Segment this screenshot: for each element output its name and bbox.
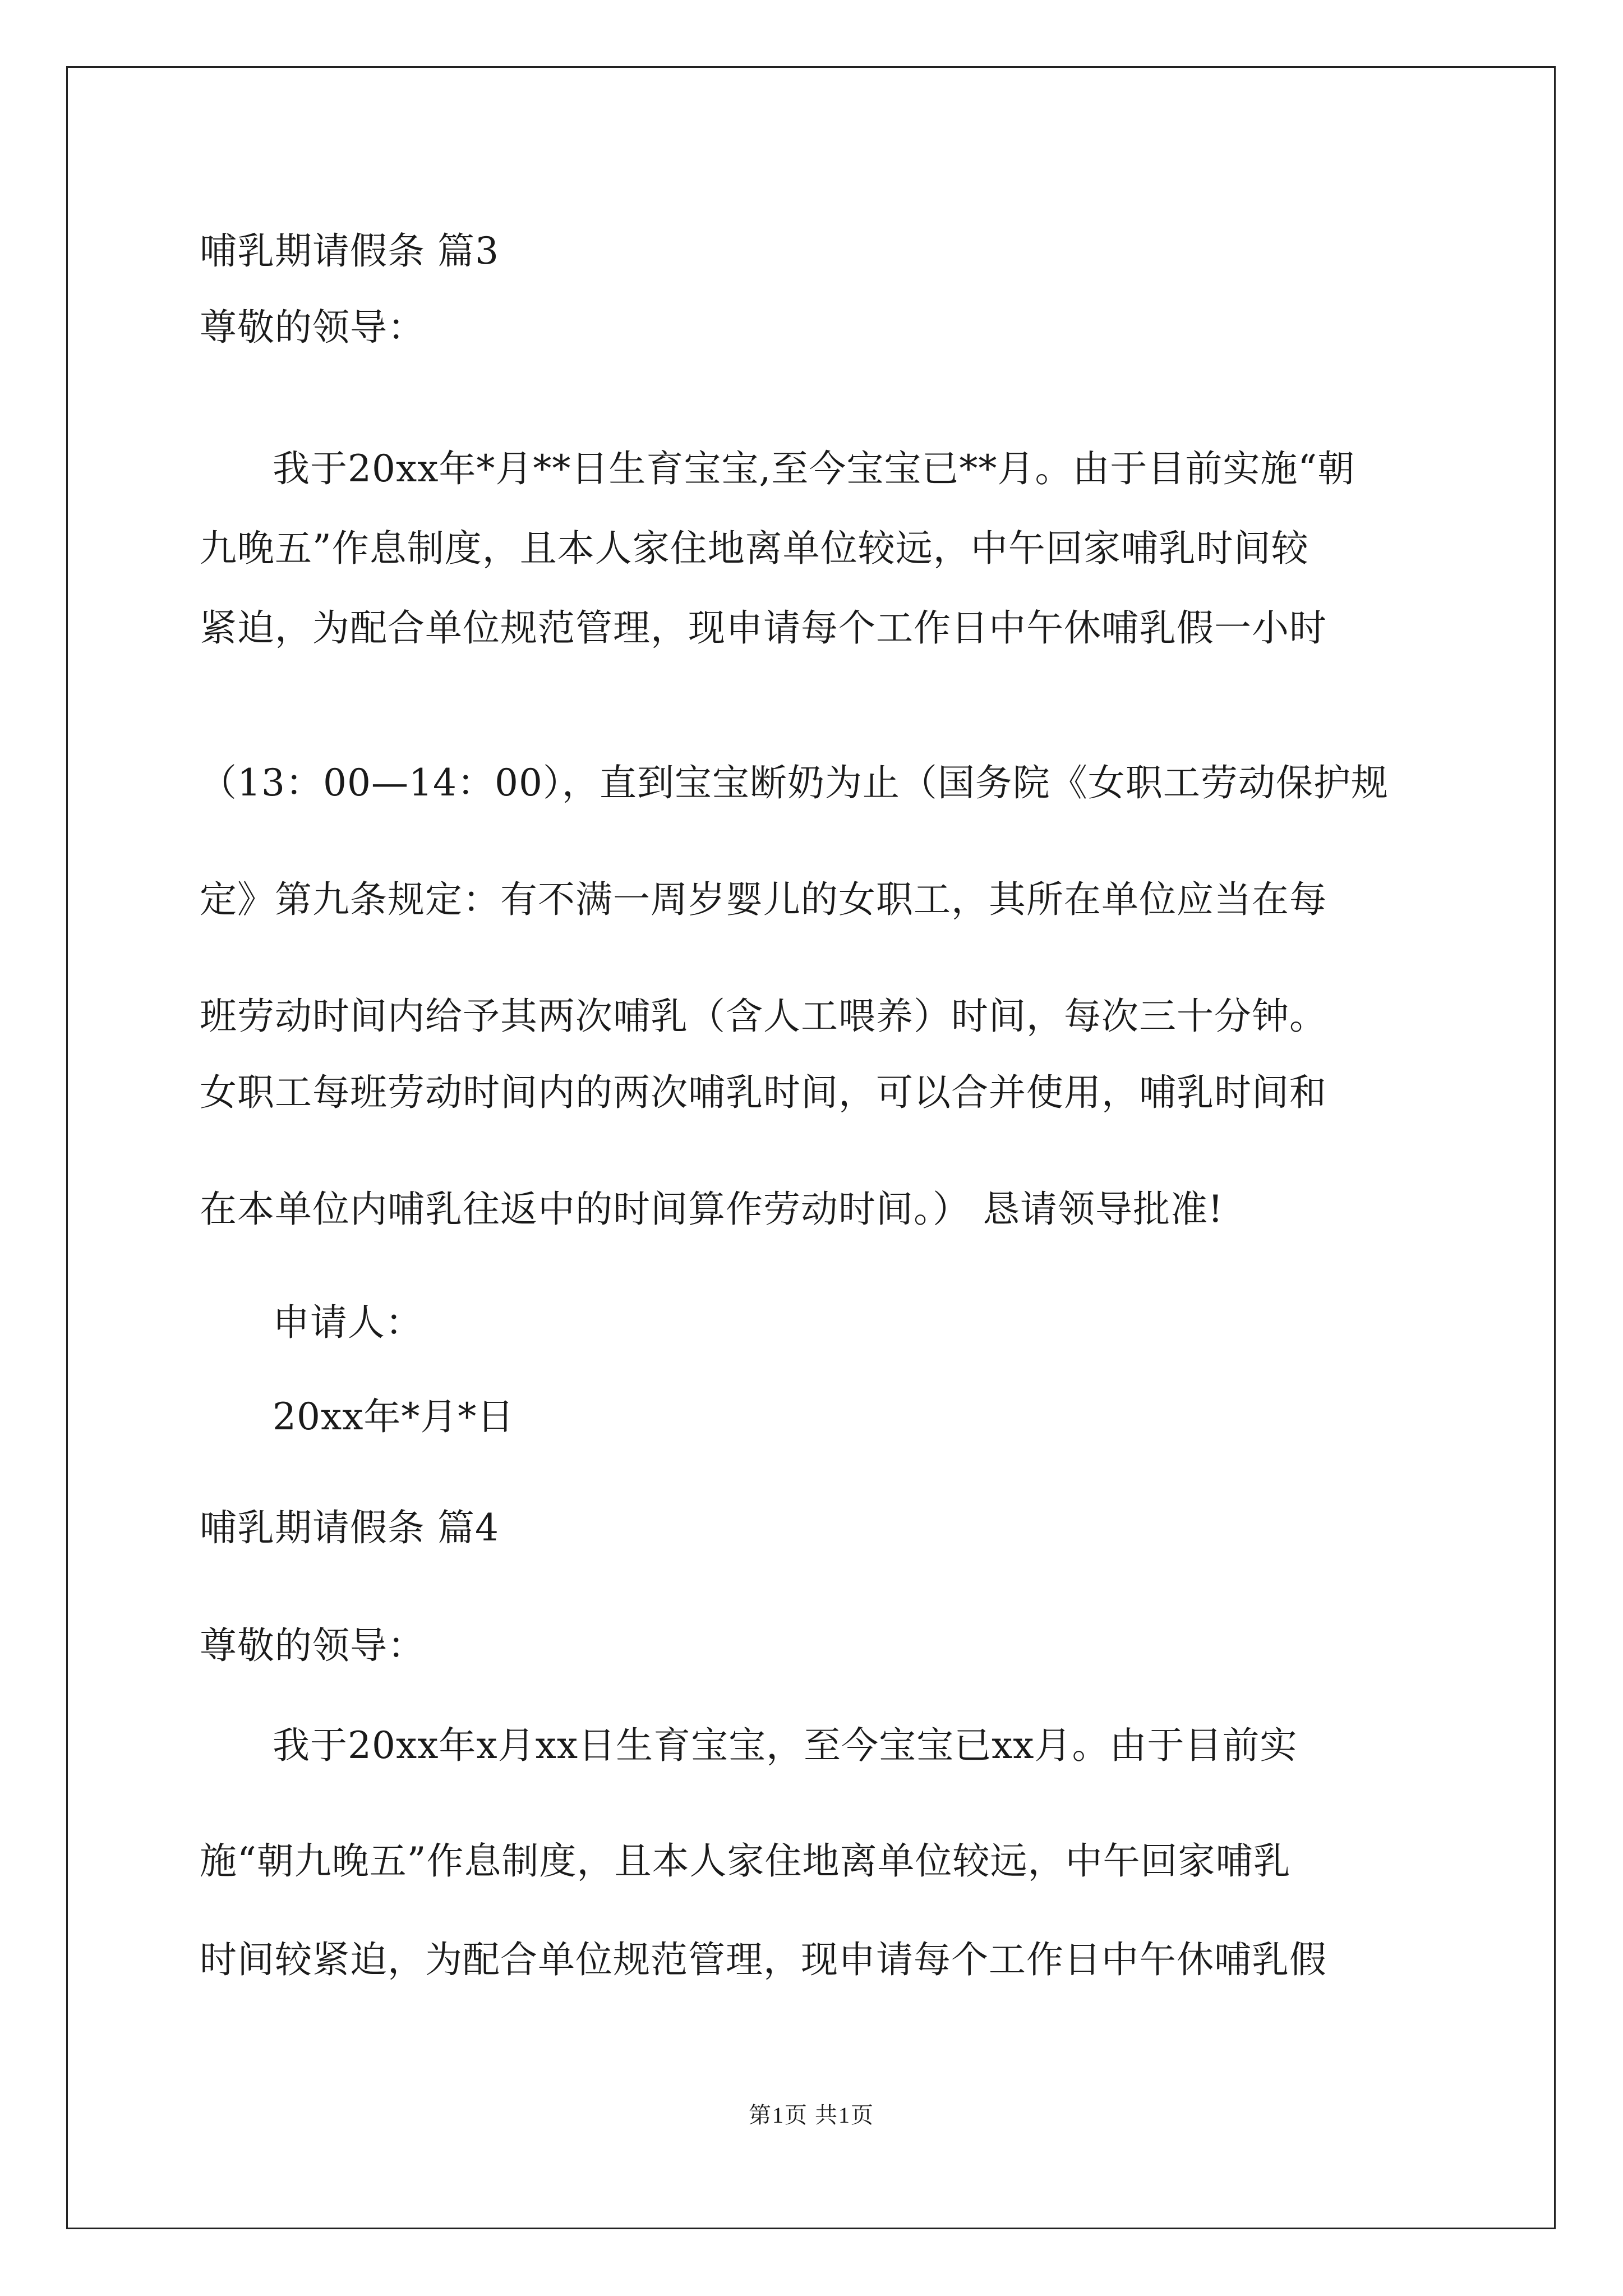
page-border [66,66,1556,2229]
page-number-footer: 第1页 共1页 [749,2102,874,2128]
section3-body-line: 在本单位内哺乳往返中的时间算作劳动时间。） 恳请领导批准! [200,1188,1224,1231]
section3-body-line: （13：00—14：00），直到宝宝断奶为止（国务院《女职工劳动保护规 [200,761,1389,804]
section4-body-line: 施“朝九晚五”作息制度，且本人家住地离单位较远，中午回家哺乳 [200,1839,1291,1883]
section3-body-line: 九晚五”作息制度，且本人家住地离单位较远，中午回家哺乳时间较 [200,527,1309,570]
section3-body-line: 女职工每班劳动时间内的两次哺乳时间，可以合并使用，哺乳时间和 [200,1071,1327,1114]
section3-body-line: 班劳动时间内给予其两次哺乳（含人工喂养）时间，每次三十分钟。 [200,995,1327,1038]
section3-salutation: 尊敬的领导： [200,306,425,349]
section4-body-line: 我于20xx年x月xx日生育宝宝，至今宝宝已xx月。由于目前实 [273,1724,1298,1767]
section3-applicant: 申请人： [273,1301,423,1344]
section3-heading: 哺乳期请假条 篇3 [200,229,499,273]
section3-body-line: 定》第九条规定：有不满一周岁婴儿的女职工，其所在单位应当在每 [200,878,1327,921]
section3-body-line: 我于20xx年*月**日生育宝宝,至今宝宝已**月。由于目前实施“朝 [273,447,1355,490]
section3-date: 20xx年*月*日 [273,1395,515,1438]
section4-salutation: 尊敬的领导： [200,1624,425,1667]
section4-heading: 哺乳期请假条 篇4 [200,1506,499,1549]
section3-body-line: 紧迫，为配合单位规范管理，现申请每个工作日中午休哺乳假一小时 [200,606,1327,650]
section4-body-line: 时间较紧迫，为配合单位规范管理，现申请每个工作日中午休哺乳假 [200,1938,1327,1981]
